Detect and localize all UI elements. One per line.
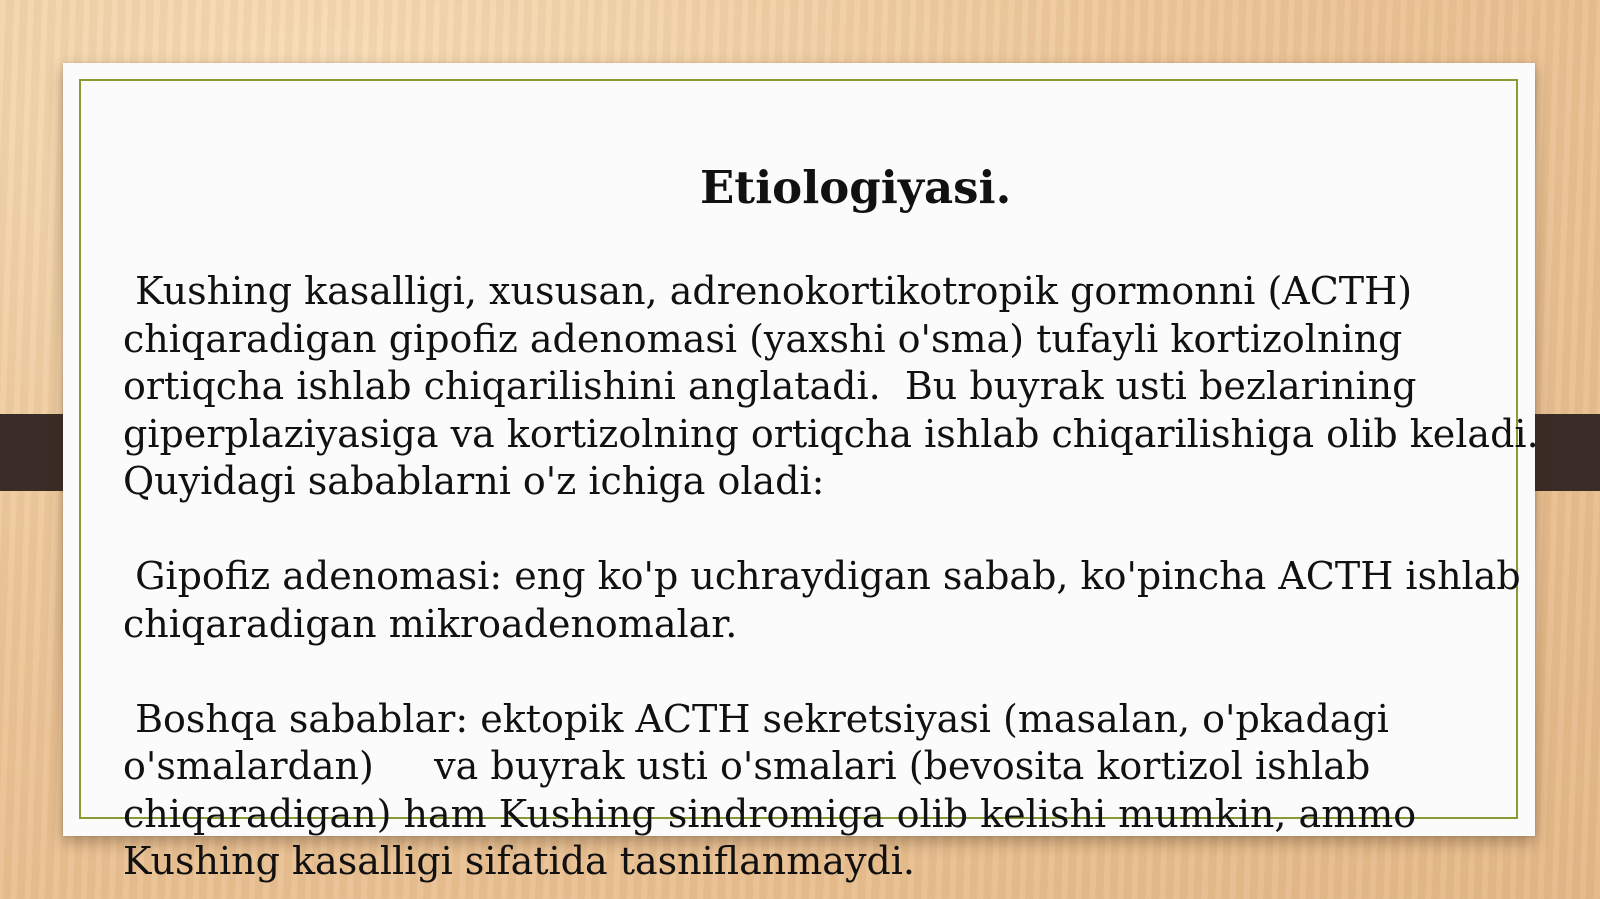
text-line: Boshqa sabablar: ektopik ACTH sekretsiyasi (masalan, o'pkadagi xyxy=(123,696,1389,741)
text-line: o'smalardan) va buyrak usti o'smalari (bevosita kortizol ishlab xyxy=(123,744,1371,788)
text-line: giperplaziyasiga va kortizolning ortiqcha ishlab chiqarilishiga olib keladi. xyxy=(123,411,1539,456)
text-line: ortiqcha ishlab chiqarilishini anglatadi. Bu buyrak usti bezlarining xyxy=(123,364,1417,408)
text-line: Kushing kasalligi, xususan, adrenokortikotropik gormonni (ACTH) xyxy=(123,269,1413,313)
paragraph-other-causes xyxy=(123,696,1533,886)
slide-body xyxy=(123,268,1539,899)
paragraph-pituitary-adenoma xyxy=(123,553,1533,648)
text-line: chiqaradigan mikroadenomalar. xyxy=(123,601,738,646)
text-line: Kushing kasalligi sifatida tasniflanmaydi. xyxy=(123,839,915,883)
text-line: Gipofiz adenomasi: eng ko'p uchraydigan sabab, ko'pincha ACTH ishlab xyxy=(123,554,1521,598)
text-line: Quyidagi sabablarni o'z ichiga oladi: xyxy=(123,459,825,503)
paragraph-definition xyxy=(123,268,1539,506)
slide-title: Etiologiyasi. xyxy=(700,161,1012,214)
text-line: chiqaradigan) ham Kushing sindromiga olib kelishi mumkin, ammo xyxy=(123,791,1417,836)
text-line: chiqaradigan gipofiz adenomasi (yaxshi o'sma) tufayli kortizolning xyxy=(123,316,1403,361)
